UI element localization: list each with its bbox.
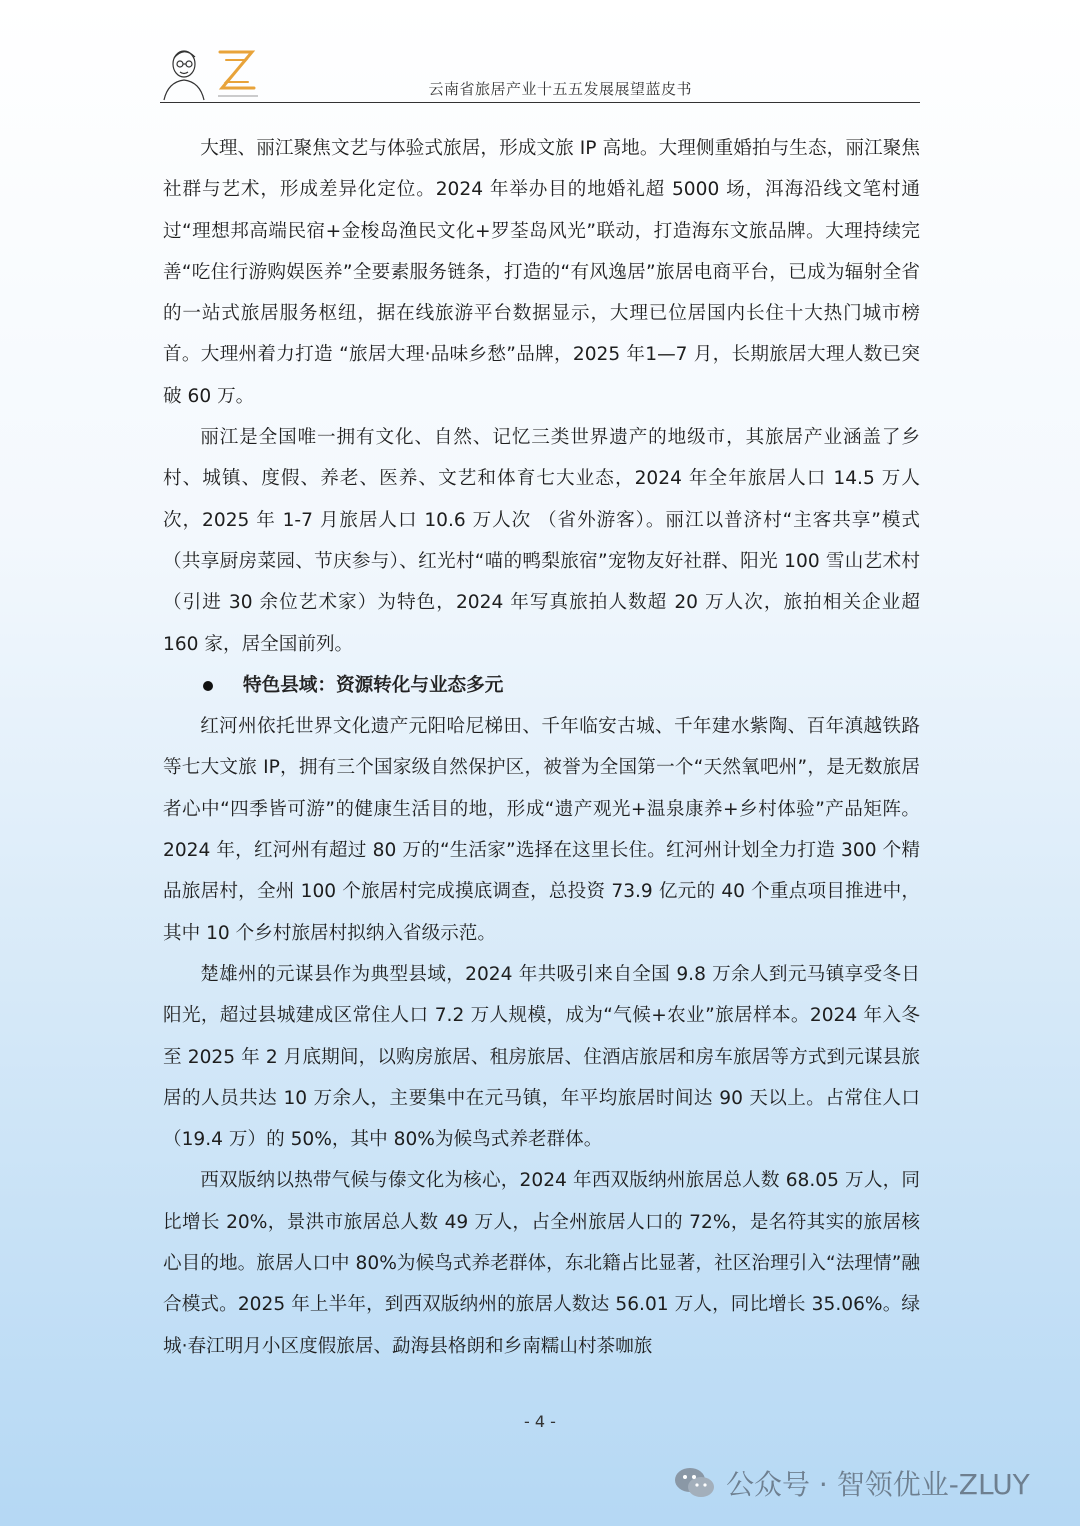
page-number: - 4 - xyxy=(524,1412,556,1431)
paragraph-xishuangbanna: 西双版纳以热带气候与傣文化为核心，2024 年西双版纳州旅居总人数 68.05 万人，同比增长 20%，景洪市旅居总人数 49 万人，占全州旅居人口的 72%，是名符其实的旅居核心目的地。旅居人口中 80%为候鸟式养老群体，东北籍占比显著，社区治理引入“法理情”融合模式。2025 年上半年，到西双版纳州的旅居人数达 56.01 万人，同比增长 35.06%。绿城·春江明月小区度假旅居、勐海县格朗和乡南糯山村茶咖旅 xyxy=(163,1170,920,1357)
paragraph-dali-lijiang: 大理、丽江聚焦文艺与体验式旅居，形成文旅 IP 高地。大理侧重婚拍与生态，丽江聚焦社群与艺术，形成差异化定位。2024 年举办目的地婚礼超 5000 场，洱海沿线文笔村通过“理想邦高端民宿+金梭岛渔民文化+罗荃岛风光”联动，打造海东文旅品牌。大理持续完善“吃住行游购娱医养”全要素服务链条，打造的“有风逸居”旅居电商平台，已成为辐射全省的一站式旅居服务枢纽，据在线旅游平台数据显示，大理已位居国内长住十大热门城市榜首。大理州着力打造 “旅居大理·品味乡愁”品牌，2025 年1—7 月，长期旅居大理人数已突破 60 万。 xyxy=(163,138,920,407)
portrait-sketch-icon xyxy=(164,51,204,100)
watermark xyxy=(672,1458,1030,1508)
section-bullet xyxy=(163,665,920,706)
document-body xyxy=(163,128,920,1367)
portrait-and-z-logo xyxy=(160,44,262,102)
bullet-icon xyxy=(203,681,213,691)
header-title: 云南省旅居产业十五五发展展望蓝皮书 xyxy=(428,80,692,98)
wechat-icon xyxy=(672,1463,718,1503)
header-divider xyxy=(160,102,920,103)
z-brand-icon xyxy=(220,52,254,88)
paragraph-lijiang: 丽江是全国唯一拥有文化、自然、记忆三类世界遗产的地级市，其旅居产业涵盖了乡村、城镇、度假、养老、医养、文艺和体育七大业态，2024 年全年旅居人口 14.5 万人次，2025 年 1-7 月旅居人口 10.6 万人次 （省外游客）。丽江以普济村“主客共享”模式（共享厨房菜园、节庆参与）、红光村“喵的鸭梨旅宿”宠物友好社群、阳光 100 雪山艺术村（引进 30 余位艺术家）为特色，2024 年写真旅拍人数超 20 万人次，旅拍相关企业超 160 家，居全国前列。 xyxy=(163,427,920,655)
section-heading: 特色县域：资源转化与业态多元 xyxy=(243,674,504,696)
paragraph-chuxiong: 楚雄州的元谋县作为典型县域，2024 年共吸引来自全国 9.8 万余人到元马镇享受冬日阳光，超过县城建成区常住人口 7.2 万人规模，成为“气候+农业”旅居样本。2024 年入冬至 2025 年 2 月底期间，以购房旅居、租房旅居、住酒店旅居和房车旅居等方式到元谋县旅居的人员共达 10 万余人，主要集中在元马镇，年平均旅居时间达 90 天以上。占常住人口（19.4 万）的 50%，其中 80%为候鸟式养老群体。 xyxy=(163,963,920,1151)
watermark-text: 公众号 · 智领优业-ZLUY xyxy=(726,1468,1030,1501)
paragraph-honghe: 红河州依托世界文化遗产元阳哈尼梯田、千年临安古城、千年建水紫陶、百年滇越铁路等七大文旅 IP，拥有三个国家级自然保护区，被誉为全国第一个“天然氧吧州”，是无数旅居者心中“四季皆可游”的健康生活目的地，形成“遗产观光+温泉康养+乡村体验”产品矩阵。2024 年，红河州有超过 80 万的“生活家”选择在这里长住。红河州计划全力打造 300 个精品旅居村，全州 100 个旅居村完成摸底调查，总投资 73.9 亿元的 40 个重点项目推进中，其中 10 个乡村旅居村拟纳入省级示范。 xyxy=(163,716,920,944)
